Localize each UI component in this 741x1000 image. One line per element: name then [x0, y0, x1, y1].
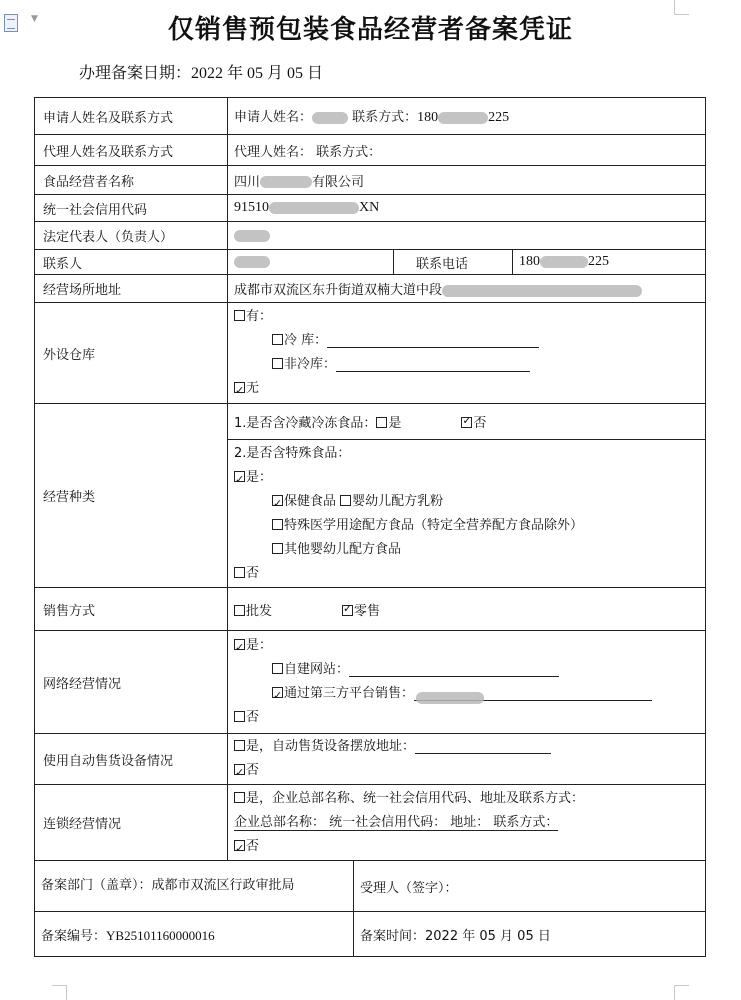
filing-time-value: 2022 年 05 月 05 日 [425, 928, 551, 944]
table-row [35, 135, 706, 166]
credit-code-value: 91510 XN [228, 195, 706, 222]
receiver-signature-label: 受理人（签字）： [354, 861, 706, 912]
applicant-value: 申请人姓名： 联系方式：180 225 [228, 98, 706, 135]
retail-checkbox[interactable] [342, 605, 353, 616]
cold-food-yes-checkbox[interactable] [376, 417, 387, 428]
filing-number-value: YB25101160000016 [106, 927, 215, 943]
redacted-company [260, 176, 312, 188]
redacted-name [234, 256, 270, 268]
own-website-blank [349, 662, 559, 677]
table-row [35, 785, 706, 861]
cold-storage-blank [327, 333, 539, 348]
table-row [35, 734, 706, 785]
infant-milk-checkbox[interactable] [340, 495, 351, 506]
chain-value: 是，企业总部名称、统一社会信用代码、地址及联系方式： 企业总部名称： 统一社会信用代码： 地址： 联系方式： ✓否 [228, 785, 706, 861]
filing-date-line [79, 60, 323, 83]
filing-form-table [34, 97, 706, 957]
chain-no-checkbox[interactable] [234, 840, 245, 851]
chain-detail: 企业总部名称： 统一社会信用代码： 地址： 联系方式： [234, 814, 559, 830]
page-title: 仅销售预包装食品经营者备案凭证 [167, 15, 573, 45]
table-row [35, 166, 706, 195]
health-food-checkbox[interactable] [272, 495, 283, 506]
vending-yes-checkbox[interactable] [234, 740, 245, 751]
sales-method-value: 批发✓ 零售 [228, 588, 706, 631]
vending-address-blank [415, 739, 551, 754]
category-special-question: 2.是否含特殊食品： ✓是： ✓保健食品 婴幼儿配方乳粉 特殊医学用途配方食品（特定全营养配方食品除外） 其他婴幼儿配方食品 否 [228, 440, 706, 588]
category-label: 经营种类 [35, 404, 228, 588]
table-row [35, 98, 706, 135]
sales-method-label: 销售方式 [35, 588, 228, 631]
contact-phone-label: 联系电话 [394, 250, 513, 275]
table-row [35, 861, 706, 912]
warehouse-no-checkbox[interactable] [234, 382, 245, 393]
agent-value: 代理人姓名： 联系方式： [228, 135, 706, 166]
chain-yes-checkbox[interactable] [234, 792, 245, 803]
filing-dept-label: 备案部门（盖章）：成都市双流区行政审批局 [35, 861, 354, 912]
online-no-checkbox[interactable] [234, 711, 245, 722]
operator-name-label: 食品经营者名称 [35, 166, 228, 195]
wholesale-checkbox[interactable] [234, 605, 245, 616]
legal-rep-label: 法定代表人（负责人） [35, 222, 228, 250]
warehouse-value: 有： 冷 库： 非冷库： ✓无 [228, 303, 706, 404]
table-row [35, 631, 706, 734]
legal-rep-value [228, 222, 706, 250]
redacted-address [442, 285, 642, 297]
filing-date-label: 办理备案日期： [79, 63, 192, 82]
chevron-down-icon[interactable]: ▼ [31, 14, 38, 24]
table-row [35, 222, 706, 250]
medical-formula-checkbox[interactable] [272, 519, 283, 530]
table-row [35, 275, 706, 303]
filing-number-cell: 备案编号：YB25101160000016 [35, 912, 354, 957]
agent-label: 代理人姓名及联系方式 [35, 135, 228, 166]
third-party-checkbox[interactable] [272, 687, 283, 698]
table-row [35, 912, 706, 957]
warehouse-label: 外设仓库 [35, 303, 228, 404]
contact-label: 联系人 [35, 250, 228, 275]
address-label: 经营场所地址 [35, 275, 228, 303]
non-cold-storage-checkbox[interactable] [272, 358, 283, 369]
redacted-name [234, 230, 270, 242]
vending-no-checkbox[interactable] [234, 764, 245, 775]
table-row [35, 250, 706, 275]
vending-label: 使用自动售货设备情况 [35, 734, 228, 785]
credit-code-label: 统一社会信用代码 [35, 195, 228, 222]
other-infant-formula-checkbox[interactable] [272, 543, 283, 554]
operator-name-value: 四川 有限公司 [228, 166, 706, 195]
vending-value: 是，自动售货设备摆放地址： ✓否 [228, 734, 706, 785]
own-website-checkbox[interactable] [272, 663, 283, 674]
address-value: 成都市双流区东升街道双楠大道中段 [228, 275, 706, 303]
contact-value [228, 250, 394, 275]
online-value: ✓是： 自建网站： ✓通过第三方平台销售： 否 [228, 631, 706, 734]
page-corner-mark [674, 985, 689, 1000]
category-cold-question: 1.是否含冷藏冷冻食品： 是✓ 否 [228, 404, 706, 440]
cold-food-no-checkbox[interactable] [461, 417, 472, 428]
warehouse-yes-checkbox[interactable] [234, 310, 245, 321]
applicant-label: 申请人姓名及联系方式 [35, 98, 228, 135]
non-cold-storage-blank [336, 357, 530, 372]
table-row [35, 195, 706, 222]
table-row [35, 588, 706, 631]
redacted-name [312, 112, 348, 124]
filing-time-cell: 备案时间：2022 年 05 月 05 日 [354, 912, 706, 957]
table-row [35, 303, 706, 404]
contact-phone-value: 180 225 [513, 250, 706, 275]
redacted-platform [416, 692, 484, 704]
redacted-phone [540, 256, 588, 268]
online-label: 网络经营情况 [35, 631, 228, 734]
table-row [35, 404, 706, 440]
special-food-no-checkbox[interactable] [234, 567, 245, 578]
redacted-phone [438, 112, 488, 124]
special-food-yes-checkbox[interactable] [234, 471, 245, 482]
page-corner-mark [52, 985, 67, 1000]
online-yes-checkbox[interactable] [234, 639, 245, 650]
cold-storage-checkbox[interactable] [272, 334, 283, 345]
redacted-code [269, 202, 359, 214]
chain-label: 连锁经营情况 [35, 785, 228, 861]
filing-date-value: 2022 年 05 月 05 日 [191, 65, 324, 82]
third-party-blank [414, 686, 652, 701]
